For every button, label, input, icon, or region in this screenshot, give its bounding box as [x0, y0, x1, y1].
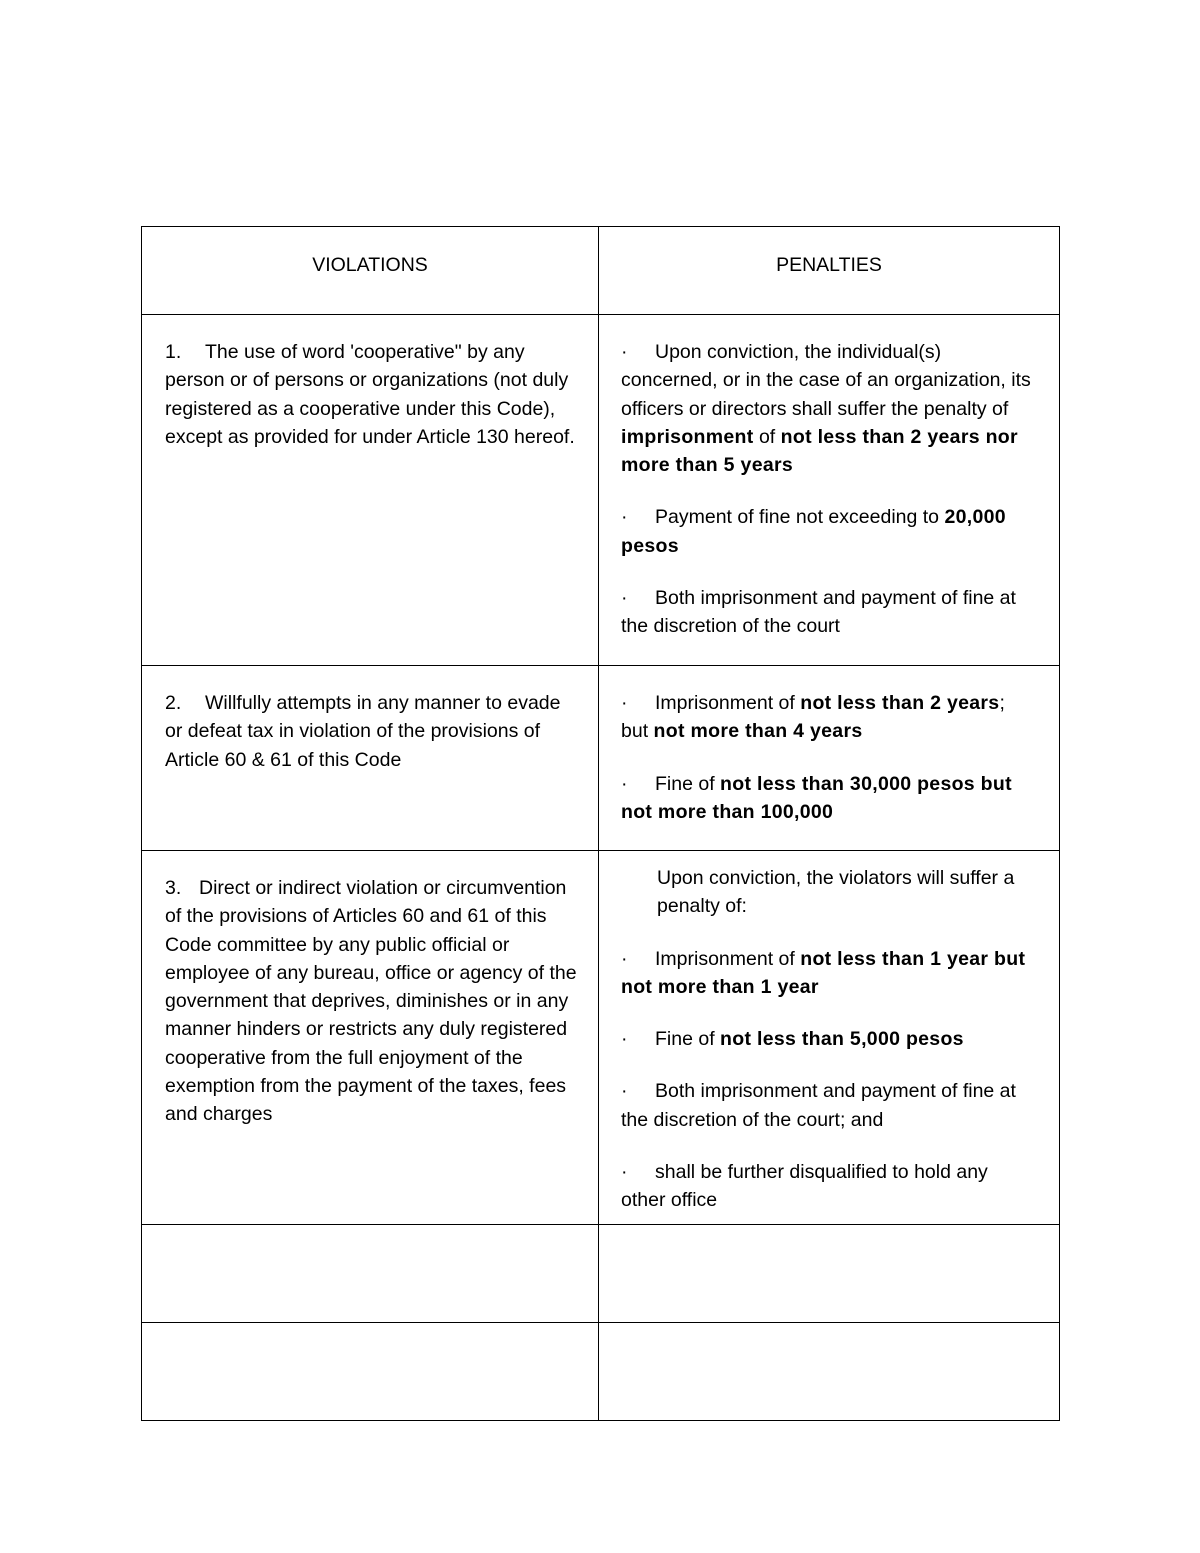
table-row-empty — [142, 1225, 1060, 1323]
empty-cell — [142, 1225, 599, 1323]
violation-number: 1. — [165, 341, 182, 363]
table-row — [142, 666, 1060, 851]
penalty-emphasis: not less than 5,000 pesos — [720, 1028, 964, 1051]
penalty-text: Imprisonment of — [655, 692, 801, 714]
violation-text-block — [165, 689, 578, 774]
penalty-text: Fine of — [655, 1028, 721, 1051]
violation-number: 2. — [165, 692, 182, 714]
bullet-icon: · — [621, 587, 628, 610]
violation-cell — [142, 666, 599, 851]
violations-header-cell — [142, 227, 599, 315]
empty-cell — [599, 1323, 1060, 1421]
penalty-text: Fine of — [655, 772, 721, 795]
penalty-text: Upon conviction, the individual(s) concerned, or in the case of an organization, its officers or directors shall suffer the penalty of — [621, 341, 1031, 420]
penalty-emphasis: not less than 1 year but not more than 1 year — [621, 947, 1026, 998]
empty-cell — [599, 1225, 1060, 1323]
bullet-icon: · — [621, 506, 628, 529]
violation-cell — [142, 315, 599, 666]
penalty-item — [621, 770, 1037, 827]
penalty-item — [621, 338, 1037, 479]
penalties-header: PENALTIES — [776, 254, 882, 276]
bullet-icon: · — [621, 1028, 628, 1051]
violation-text-block — [165, 874, 578, 1129]
penalty-text: Both imprisonment and payment of fine at the discretion of the court; and — [621, 1080, 1016, 1131]
bullet-icon: · — [621, 1161, 628, 1184]
penalty-emphasis: 20,000 pesos — [621, 506, 1006, 557]
penalty-text: Payment of fine not exceeding to — [655, 506, 945, 529]
penalty-item — [621, 1077, 1037, 1134]
penalty-text: ; but — [621, 692, 1005, 743]
violation-text: Direct or indirect violation or circumvention of the provisions of Articles 60 and 61 of this Code committee by any public official or employee of any bureau, office or agency of the government that deprives, diminishes or in any manner hinders or restricts any duly registered cooperative from the full enjoyment of the exemption from the payment of the taxes, fees and charges — [165, 877, 577, 1126]
penalties-header-cell — [599, 227, 1060, 315]
penalty-emphasis: not less than 30,000 pesos but not more than 100,000 — [621, 772, 1012, 823]
penalty-text: Both imprisonment and payment of fine at the discretion of the court — [621, 587, 1016, 638]
violation-number: 3. — [165, 877, 182, 899]
penalty-text: of — [753, 425, 781, 448]
penalty-item — [621, 1025, 1037, 1053]
penalty-item — [621, 584, 1037, 641]
penalty-cell — [599, 851, 1060, 1225]
table-row-empty — [142, 1323, 1060, 1421]
penalty-item — [621, 503, 1037, 560]
penalty-item — [621, 945, 1037, 1002]
empty-cell — [142, 1323, 599, 1421]
bullet-icon: · — [621, 947, 628, 970]
penalty-emphasis: not less than 2 years — [800, 692, 1000, 714]
table-row — [142, 851, 1060, 1225]
penalty-emphasis: imprisonment — [621, 425, 754, 448]
violations-header: VIOLATIONS — [312, 254, 428, 276]
violation-text-block — [165, 338, 578, 451]
penalty-text: shall be further disqualified to hold any other office — [621, 1161, 988, 1212]
violation-text: Willfully attempts in any manner to evade or defeat tax in violation of the provisions of Article 60 & 61 of this Code — [165, 692, 561, 771]
penalty-text: Imprisonment of — [655, 947, 801, 970]
bullet-icon: · — [621, 772, 628, 795]
violations-penalties-table — [141, 226, 1060, 1421]
penalty-cell — [599, 315, 1060, 666]
violation-cell — [142, 851, 599, 1225]
penalty-intro: Upon conviction, the violators will suffer a penalty of: — [657, 867, 1015, 918]
bullet-icon: · — [621, 1080, 628, 1103]
table-row — [142, 315, 1060, 666]
penalty-cell — [599, 666, 1060, 851]
bullet-icon: · — [621, 692, 628, 714]
bullet-icon: · — [621, 341, 628, 363]
penalty-item — [621, 1158, 1037, 1215]
table-header-row — [142, 227, 1060, 315]
violation-text: The use of word 'cooperative" by any person or of persons or organizations (not duly registered as a cooperative under this Code), except as provided for under Article 130 hereof. — [165, 341, 575, 448]
penalty-item — [621, 689, 1037, 746]
penalty-emphasis: not more than 4 years — [653, 720, 863, 743]
penalty-emphasis: not less than 2 years nor more than 5 years — [621, 425, 1018, 477]
